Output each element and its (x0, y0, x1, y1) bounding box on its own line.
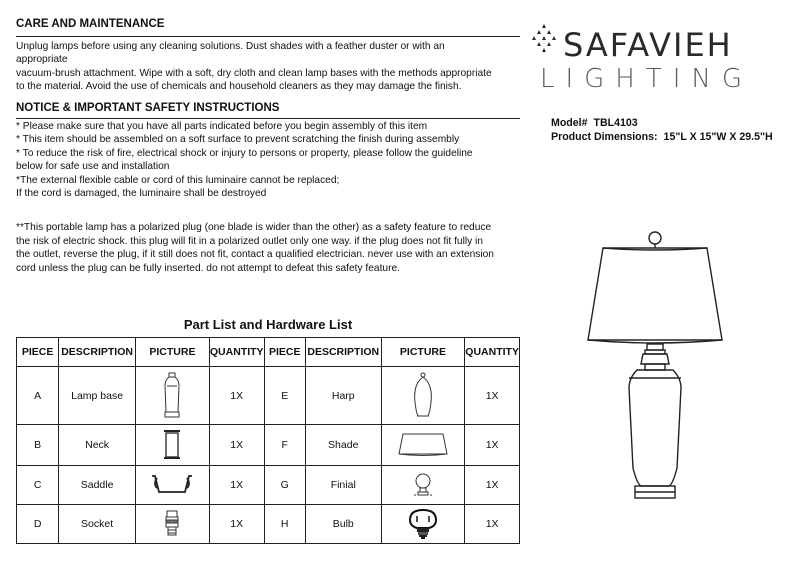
polarized-line: cord unless the plug can be fully inserted. do not attempt to defeat this safety feature. (16, 262, 400, 274)
care-text (16, 40, 522, 94)
notice-divider (16, 118, 520, 119)
saddle-icon (149, 472, 195, 498)
notice-heading: NOTICE & IMPORTANT SAFETY INSTRUCTIONS (16, 102, 280, 114)
quantity-cell: 1X (465, 466, 520, 505)
piece-cell: H (264, 505, 305, 544)
description-cell: Shade (305, 425, 381, 466)
parts-table-title: Part List and Hardware List (183, 317, 353, 332)
piece-cell: F (264, 425, 305, 466)
quantity-cell: 1X (209, 367, 264, 425)
piece-cell: G (264, 466, 305, 505)
table-row (17, 425, 520, 466)
table-row (17, 466, 520, 505)
model-number (551, 117, 638, 129)
polarized-plug-text (16, 221, 522, 275)
header-cell: PIECE (264, 338, 305, 367)
picture-cell (381, 367, 465, 425)
table-row (17, 367, 520, 425)
parts-table (16, 337, 520, 544)
model-value: TBL4103 (593, 117, 638, 129)
picture-cell (381, 425, 465, 466)
description-cell: Lamp base (59, 367, 136, 425)
harp-icon (408, 372, 438, 420)
table-row (17, 505, 520, 544)
piece-cell: A (17, 367, 59, 425)
quantity-cell: 1X (209, 425, 264, 466)
care-line: Unplug lamps before using any cleaning solutions. Dust shades with a feather duster or with an (16, 41, 445, 52)
piece-cell: B (17, 425, 59, 466)
piece-cell: D (17, 505, 59, 544)
quantity-cell: 1X (465, 505, 520, 544)
dimensions-label: Product Dimensions: (551, 131, 658, 143)
header-cell: QUANTITY (465, 338, 520, 367)
header-cell: PICTURE (135, 338, 209, 367)
quantity-cell: 1X (209, 466, 264, 505)
picture-cell (135, 367, 209, 425)
bulb-icon (407, 508, 439, 540)
product-dimensions (551, 131, 773, 143)
notice-line: * Please make sure that you have all parts indicated before you begin assembly of this item (16, 121, 428, 132)
care-line: to the material. Avoid the use of chemicals and household cleaners as they may damage the finish. (16, 81, 462, 93)
notice-line: *The external flexible cable or cord of this luminaire cannot be replaced; (16, 174, 340, 186)
notice-text (16, 120, 522, 200)
picture-cell (381, 466, 465, 505)
quantity-cell: 1X (465, 425, 520, 466)
polarized-line: **This portable lamp has a polarized plug (one blade is wider than the other) as a safety feature to reduce (16, 222, 492, 233)
piece-cell: E (264, 367, 305, 425)
header-cell: PICTURE (381, 338, 465, 367)
care-heading: CARE AND MAINTENANCE (16, 18, 165, 30)
chandelier-logo-icon (528, 22, 560, 58)
brand-subtitle: LIGHTING (540, 64, 753, 94)
notice-line: below for safe use and installation (16, 161, 170, 173)
piece-cell: C (17, 466, 59, 505)
notice-line: * This item should be assembled on a soft surface to prevent scratching the finish during assembly (16, 134, 460, 146)
picture-cell (381, 505, 465, 544)
brand-name: SAFAVIEH (563, 26, 733, 64)
care-line: vacuum-brush attachment. Wipe with a soft, dry cloth and clean lamp bases with the methods appropriate (16, 67, 492, 79)
description-cell: Saddle (59, 466, 136, 505)
dimensions-value: 15"L X 15"W X 29.5"H (663, 131, 773, 143)
header-cell: DESCRIPTION (59, 338, 136, 367)
table-header-row (17, 338, 520, 367)
description-cell: Harp (305, 367, 381, 425)
picture-cell (135, 425, 209, 466)
description-cell: Socket (59, 505, 136, 544)
quantity-cell: 1X (209, 505, 264, 544)
finial-icon (411, 471, 435, 499)
care-divider (16, 36, 520, 37)
lamp-base-icon (161, 372, 183, 420)
header-cell: DESCRIPTION (305, 338, 381, 367)
description-cell: Bulb (305, 505, 381, 544)
table-lamp-icon (585, 228, 725, 510)
notice-line: * To reduce the risk of fire, electrical shock or injury to persons or property, please follow the guideline (16, 147, 473, 159)
header-cell: PIECE (17, 338, 59, 367)
polarized-line: the risk of electric shock. this plug will fit in a polarized outlet only one way. if the plug does not fit fully in (16, 235, 483, 247)
shade-icon (397, 432, 449, 458)
picture-cell (135, 466, 209, 505)
model-label: Model# (551, 117, 588, 129)
notice-line: If the cord is damaged, the luminaire shall be destroyed (16, 188, 267, 200)
picture-cell (135, 505, 209, 544)
neck-icon (161, 429, 183, 461)
polarized-line: the outlet, reverse the plug, if it still does not fit, contact a qualified electrician. never use with an extension (16, 249, 494, 261)
header-cell: QUANTITY (209, 338, 264, 367)
care-line: appropriate (16, 54, 68, 66)
quantity-cell: 1X (465, 367, 520, 425)
description-cell: Neck (59, 425, 136, 466)
description-cell: Finial (305, 466, 381, 505)
socket-icon (163, 509, 181, 539)
